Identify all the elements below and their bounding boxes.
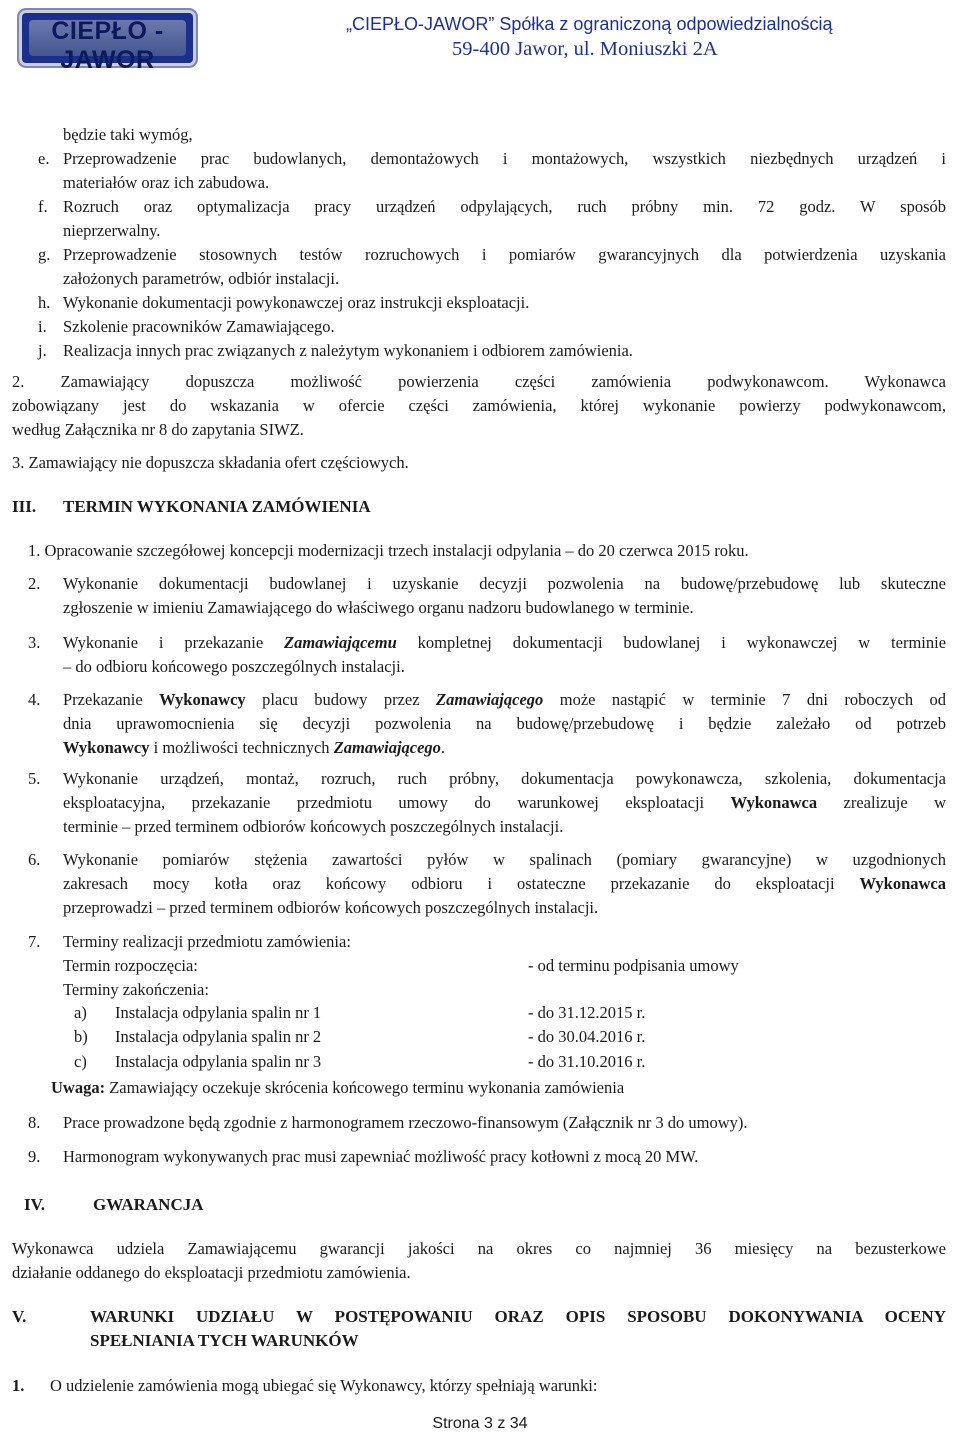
start-term-value: - od terminu podpisania umowy xyxy=(528,956,739,975)
item-e-line2: materiałów oraz ich zabudowa. xyxy=(63,173,270,192)
header-company-name: „CIEPŁO-JAWOR” Spółka z ograniczoną odpowiedzialnością xyxy=(346,14,833,34)
term-item-7-title: Terminy realizacji przedmiotu zamówienia: xyxy=(63,932,351,951)
term-row-label: Instalacja odpylania spalin nr 3 xyxy=(115,1052,322,1071)
section-4-number: IV. xyxy=(24,1195,45,1214)
item-f-line2: nieprzerwalny. xyxy=(63,221,161,240)
term-item-3-line2: – do odbioru końcowego poszczególnych instalacji. xyxy=(63,657,405,676)
point-2-line2: zobowiązany jest do wskazania w ofercie części zamówienia, której wykonanie powierzy podwykonawcom, xyxy=(12,396,946,415)
note-label: Uwaga: xyxy=(51,1078,106,1097)
start-term-label: Termin rozpoczęcia: xyxy=(63,956,198,975)
term-item-3-number: 3. xyxy=(28,633,41,652)
term-row-mark: a) xyxy=(74,1003,87,1022)
note-text: Zamawiający oczekuje skrócenia końcowego terminu wykonania zamówienia xyxy=(109,1078,625,1097)
term-item-5-line3: terminie – przed terminem odbiorów końcowych poszczególnych instalacji. xyxy=(63,817,564,836)
term-item-8: Prace prowadzone będą zgodnie z harmonogramem rzeczowo-finansowym (Załącznik nr 3 do umowy). xyxy=(63,1113,748,1132)
term-item-9-number: 9. xyxy=(28,1147,41,1166)
item-h-text: Wykonanie dokumentacji powykonawczej oraz instrukcji eksploatacji. xyxy=(63,293,530,312)
item-i-marker: i. xyxy=(38,317,47,336)
page-number: Strona 3 z 34 xyxy=(432,1415,528,1432)
header-address: 59-400 Jawor, ul. Moniuszki 2A xyxy=(452,38,718,60)
term-item-6-line3: przeprowadzi – przed terminem odbiorów końcowych poszczególnych instalacji. xyxy=(63,898,599,917)
term-item-5-number: 5. xyxy=(28,769,41,788)
term-item-8-number: 8. xyxy=(28,1113,41,1132)
item-g-line1: Przeprowadzenie stosownych testów rozruchowych i pomiarów gwarancyjnych dla potwierdzenia uzyskania xyxy=(63,245,946,264)
section-5-item-1-number: 1. xyxy=(12,1376,25,1395)
continuation-text: będzie taki wymóg, xyxy=(63,125,193,144)
logo-text: CIEPŁO - JAWOR xyxy=(51,17,164,74)
term-row-label: Instalacja odpylania spalin nr 2 xyxy=(115,1027,322,1046)
end-terms-label: Terminy zakończenia: xyxy=(63,980,209,999)
section-5-title-line1: WARUNKI UDZIAŁU W POSTĘPOWANIU ORAZ OPIS SPOSOBU DOKONYWANIA OCENY xyxy=(90,1307,946,1326)
term-row-date: - do 31.10.2016 r. xyxy=(528,1052,646,1071)
item-f-marker: f. xyxy=(38,197,48,216)
term-item-9: Harmonogram wykonywanych prac musi zapewniać możliwość pracy kotłowni z mocą 20 MW. xyxy=(63,1147,699,1166)
item-g-marker: g. xyxy=(38,245,51,264)
item-j-marker: j. xyxy=(38,341,47,360)
section-4-title: GWARANCJA xyxy=(93,1195,204,1214)
note xyxy=(51,1076,624,1100)
term-item-5-line1: Wykonanie urządzeń, montaż, rozruch, ruch próbny, dokumentacja powykonawcza, szkolenia, dokumentacja xyxy=(63,769,946,788)
term-item-6-line2: zakresach mocy kotła oraz końcowy odbioru i ostateczne przekazanie do eksploatacji Wykonawca xyxy=(63,874,946,893)
term-row-date: - do 31.12.2015 r. xyxy=(528,1003,646,1022)
item-i-text: Szkolenie pracowników Zamawiającego. xyxy=(63,317,335,336)
term-row-mark: c) xyxy=(74,1052,87,1071)
term-item-6-number: 6. xyxy=(28,850,41,869)
item-j-text: Realizacja innych prac związanych z należytym wykonaniem i odbiorem zamówienia. xyxy=(63,341,633,360)
term-item-4-line1: Przekazanie Wykonawcy placu budowy przez Zamawiającego może nastąpić w terminie 7 dni roboczych od xyxy=(63,690,947,709)
term-row-mark: b) xyxy=(74,1027,88,1046)
term-item-4-line3: Wykonawcy i możliwości technicznych Zamawiającego. xyxy=(63,738,446,757)
term-item-4-line2: dnia uprawomocnienia się decyzji pozwolenia na budowę/przebudowę i będzie zależało od potrzeb xyxy=(63,714,946,733)
term-item-7-number: 7. xyxy=(28,932,41,951)
item-e-line1: Przeprowadzenie prac budowlanych, demontażowych i montażowych, wszystkich niezbędnych urządzeń i xyxy=(63,149,946,168)
section-5-item-1: O udzielenie zamówienia mogą ubiegać się Wykonawcy, którzy spełniają warunki: xyxy=(50,1376,598,1395)
point-3: 3. Zamawiający nie dopuszcza składania ofert częściowych. xyxy=(12,453,409,472)
section-3-number: III. xyxy=(12,497,37,516)
term-item-3-line1: Wykonanie i przekazanie Zamawiającemu kompletnej dokumentacji budowlanej i wykonawczej w terminie xyxy=(63,633,947,652)
term-item-4-number: 4. xyxy=(28,690,41,709)
section-5-title-line2: SPEŁNIANIA TYCH WARUNKÓW xyxy=(90,1331,359,1350)
section-3-title: TERMIN WYKONANIA ZAMÓWIENIA xyxy=(63,497,371,516)
term-item-2-line1: Wykonanie dokumentacji budowlanej i uzyskanie decyzji pozwolenia na budowę/przebudowę lub skuteczne xyxy=(63,574,946,593)
company-logo xyxy=(19,10,196,74)
point-2-line3: według Załącznika nr 8 do zapytania SIWZ. xyxy=(12,420,304,439)
item-f-line1: Rozruch oraz optymalizacja pracy urządzeń odpylających, ruch próbny min. 72 godz. W sposób xyxy=(63,197,946,216)
term-row-label: Instalacja odpylania spalin nr 1 xyxy=(115,1003,322,1022)
term-item-5-line2: eksploatacyjna, przekazanie przedmiotu umowy do warunkowej eksploatacji Wykonawca zrealizuje w xyxy=(63,793,947,812)
warranty-line2: działanie oddanego do eksploatacji przedmiotu zamówienia. xyxy=(12,1263,411,1282)
warranty-line1: Wykonawca udziela Zamawiającemu gwarancji jakości na okres co najmniej 36 miesięcy na bezusterkowe xyxy=(12,1239,946,1258)
point-2-line1: 2. Zamawiający dopuszcza możliwość powierzenia części zamówienia podwykonawcom. Wykonawca xyxy=(12,372,946,391)
item-e-marker: e. xyxy=(38,149,50,168)
term-item-1: 1. Opracowanie szczegółowej koncepcji modernizacji trzech instalacji odpylania – do 20 czerwca 2015 roku. xyxy=(28,541,749,560)
term-item-2-number: 2. xyxy=(28,574,41,593)
item-g-line2: założonych parametrów, odbiór instalacji. xyxy=(63,269,340,288)
term-row-date: - do 30.04.2016 r. xyxy=(528,1027,646,1046)
term-item-2-line2: zgłoszenie w imieniu Zamawiającego do właściwego organu nadzoru budowlanego w terminie. xyxy=(63,598,694,617)
term-item-6-line1: Wykonanie pomiarów stężenia zawartości pyłów w spalinach (pomiary gwarancyjne) w uzgodnionych xyxy=(63,850,946,869)
section-5-number: V. xyxy=(12,1307,27,1326)
item-h-marker: h. xyxy=(38,293,51,312)
